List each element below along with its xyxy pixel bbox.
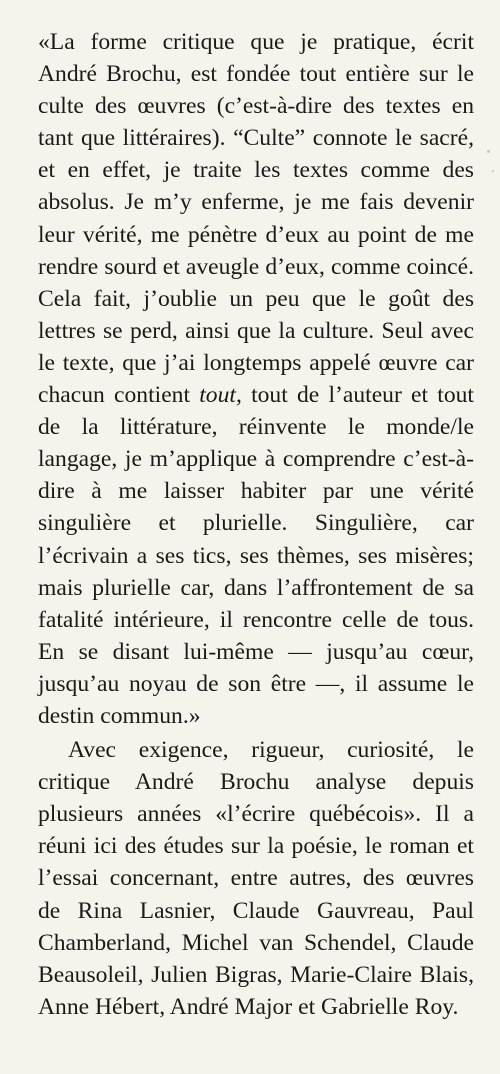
- quote-text-start: «La forme critique que je pratique, écrit André Brochu, est fondée tout entière sur le culte des œuvres (c’est-à-dire des textes en tant que littéraires). “Culte” connote le sacré, et en effet, je traite les textes comme des absolus. Je m’y enferme, je me fais devenir leur vérité, me pénètre d’eux au point de me rendre sourd et aveugle d’eux, comme coincé. Cela fait, j’oublie un peu que le goût des lettres se perd, ainsi que la culture. Seul avec le texte, que j’ai longtemps appelé œuvre car chacun contient: [38, 29, 474, 409]
- quote-text-end: , tout de l’auteur et tout de la littérature, réinvente le monde/le langage, je m’applique à comprendre c’est-à-dire à me laisser habiter par une vérité singulière et plurielle. Singulière, car l’écrivain a ses tics, ses thèmes, ses misères; mais plurielle car, dans l’affrontement de sa fatalité intérieure, il rencontre celle de tous. En se disant lui-même — jusqu’au cœur, jusqu’au noyau de son être —, il assume le destin commun.»: [38, 382, 474, 729]
- quote-italic-word: tout: [199, 382, 236, 409]
- paper-speck: [487, 150, 490, 153]
- text-block: [38, 26, 474, 1023]
- paper-speck: [492, 170, 494, 172]
- quote-paragraph: [38, 26, 474, 732]
- description-paragraph: Avec exigence, rigueur, curiosité, le critique André Brochu analyse depuis plusieurs années «l’écrire québécois». Il a réuni ici des études sur la poésie, le roman et l’essai concernant, entre autres, des œuvres de Rina Lasnier, Claude Gauvreau, Paul Chamberland, Michel van Schendel, Claude Beausoleil, Julien Bigras, Marie-Claire Blais, Anne Hébert, André Major et Gabrielle Roy.: [38, 737, 474, 1020]
